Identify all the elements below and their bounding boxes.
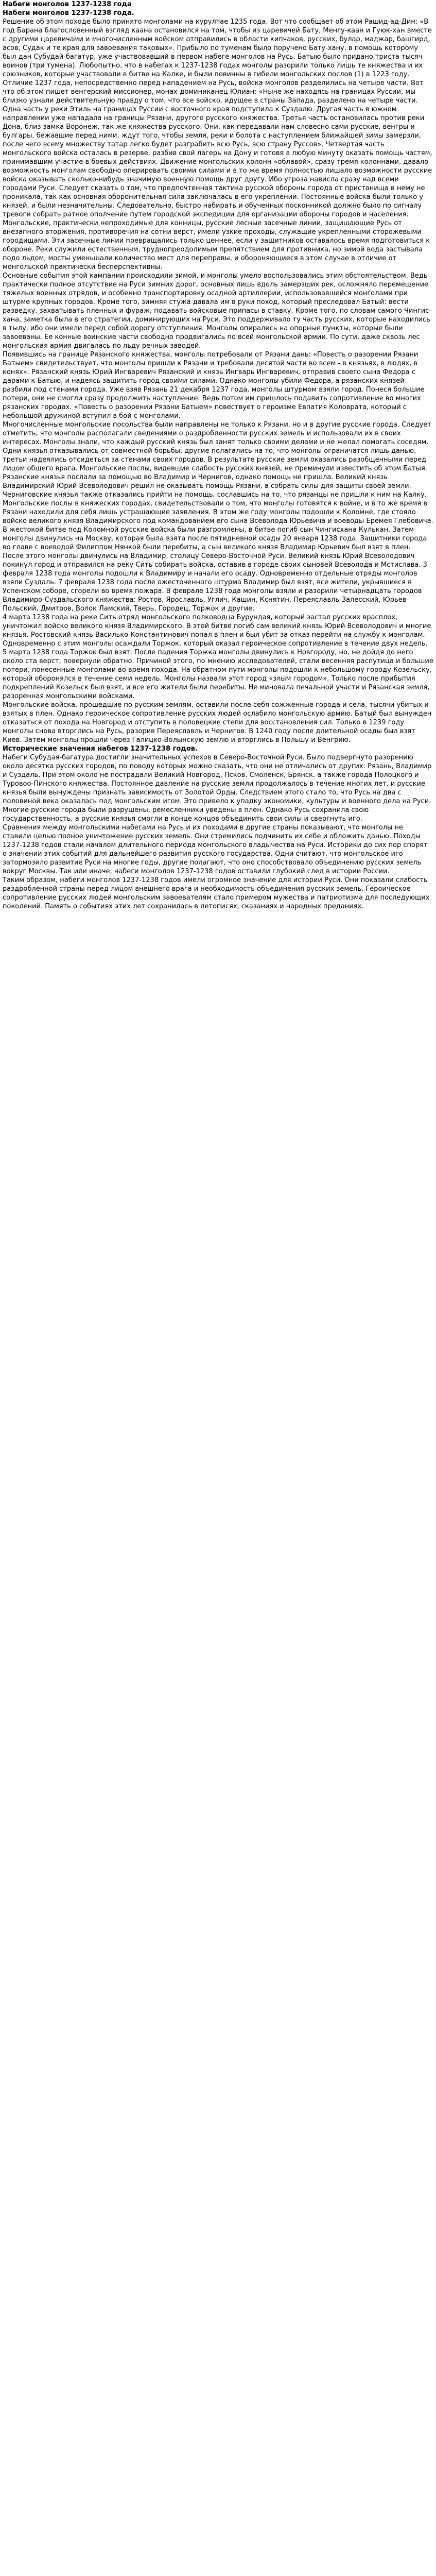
article — [0, 0, 436, 914]
paragraph: 4 марта 1238 года на реке Сить отряд монгольского полководца Бурундая, который застал русских врасплох, уничтожил войско великого князя Владимирского. В этой битве погиб сам великий князь Юрий Всеволодович и многие князья. Ростовский князь Василько Константинович попал в плен и был убит за отказ перейти на службу к монголам. Одновременно с этим монголы осаждали Торжок, который оказал героическое сопротивление в течение двух недель. 5 марта 1238 года Торжок был взят. После падения Торжка монголы двинулись к Новгороду, но, не дойдя до него около ста верст, повернули обратно. Причиной этого, по мнению исследователей, стали весенняя распутица и большие потери, понесенные монголами во время похода. На обратном пути монголы подошли к небольшому городу Козельску, который оборонялся в течение семи недель. Монголы назвали этот город «злым городом». Только после прибытия подкреплений Козельск был взят, и все его жители были перебиты. Не миновала печальной участи и Рязанская земля, разоренная монгольскими войсками. — [3, 614, 433, 700]
section-heading: Исторические значения набегов 1237-1238 годов. — [3, 745, 198, 753]
paragraph: Решение об этом походе было принято монголами на курултае 1235 года. Вот что сообщает об этом Рашид-ад-Дин: «В год Барана благословенный взгляд каана остановился на том, чтобы из царевичей Бату, Менгу-каан и Гуюк-хан вместе с другими царевичами и многочисленным войском отправились в области кипчаков, русских, булар, маджар, башгирд, асов, Судак и те края для завоевания таковых». Прибыло по туменам было поручено Бату-хану, в помощь которому был дан Субудай-багатур, уже участвовавший в первом набеге монголов на Русь. Батыю было придано триста тысяч воинов (три тумена). Любопытно, что в набегах к 1237-1238 годах монголы разорили только лишь те княжества и их союзников, которые участвовали в битве на Калке, и были повинны в гибели монгольских послов (1) в 1223 году. — [3, 18, 432, 78]
paragraph: Многочисленные монгольские посольства были направлены не только к Рязани, но и в другие русские города. Следует отметить, что монголы располагали сведениями о раздробленности русских земель и использовали их в своих интересах. Монголы знали, что каждый русский князь был занят только своими делами и не желал помогать соседям. Одни князья отказывались от совместной борьбы, другие полагались на то, что монголы ограничатся лишь данью, третьи надеялись отсидеться за стенами своих городов. В результате русские земли оказались разобщенными перед лицом общего врага. Монгольские послы, видевшие слабость русских князей, не преминули известить об этом Батыя. Рязанские князья послали за помощью во Владимир и Чернигов, однако помощь не пришла. Великий князь Владимирский Юрий Всеволодович решил не оказывать помощь Рязани, а собрать силы для защиты своей земли. Черниговские князья также отказались прийти на помощь, сославшись на то, что рязанцы не пришли к ним на Калку. — [3, 421, 431, 499]
article-subtitle: Набеги монголов 1237-1238 года. — [3, 9, 134, 17]
paragraph: Основные события этой кампании происходили зимой, и монголы умело воспользовались этим обстоятельством. Ведь практически полное отсутствие на Руси зимних дорог, основных лишь вдоль замерзших рек, осложняло перемещение тяжелых военных отрядов, и особенно транспортировку осадной артиллерии, использовавшейся монголами при штурме крупных городов. Кроме того, зимняя стужа давала им в руки поход, который преследовал Батый: вести разведку, захватывать пленных и фураж, подавать войсковые припасы в ставку. Кроме того, по словам самого Чингис-хана, заметка была в его стратегии, доминирующих на Руси. Это поддерживало ту часть русских, которые находились в тылу, ибо они имели перед собой дорогу отступления. Монголы опирались на опорные пункты, которые были завоеваны. Ее конные воинские части свободно продвигались по всей монгольской армии. По сути, даже сквозь лес монгольская армия двигалась по льду речных заводей. — [3, 272, 432, 350]
paragraph: Монгольские послы в княжеских городах, свидетельствовали о том, что монголы готовятся к войне, и в то же время в Рязани находили для себя лишь устрашающие заявления. В этом же году монголы подошли к Коломне, где стояло войско великого князя Владимирского под командованием его сына Всеволода Юрьевича и воеводы Еремея Глебовича. В жестокой битве под Коломной русские войска были разгромлены, в битве погиб сын Чингисхана Кулькан. Затем монголы двинулись на Москву, которая была взята после пятидневной осады 20 января 1238 года. Защитники города во главе с воеводой Филиппом Нянкой были перебиты, а сын великого князя Владимир Юрьевич был взят в плен. После этого монголы двинулись на Владимир, столицу Северо-Восточной Руси. Великий князь Юрий Всеволодович покинул город и отправился на реку Сить собирать войска, оставив в городе своих сыновей Всеволода и Мстислава. 3 февраля 1238 года монголы подошли к Владимиру и начали его осаду. Одновременно отдельные отряды монголов взяли Суздаль. 7 февраля 1238 года после ожесточенного штурма Владимир был взят, все жители, укрывшиеся в Успенском соборе, сгорели во время пожара. В феврале 1238 года монголы взяли и разорили четырнадцать городов Владимиро-Суздальского княжества: Ростов, Ярославль, Углич, Кашин, Кснятин, Переяславль-Залесский, Юрьев-Польский, Дмитров, Волок Ламский, Тверь, Городец, Торжок и другие. — [3, 500, 433, 613]
paragraph: Появившись на границе Рязанского княжества, монголы потребовали от Рязани дань: «Повесть о разорении Рязани Батыем» свидетельствует, что монголы пришли к Рязани и требовали десятой части во всем - в князьях, в людях, в конях». Рязанский князь Юрий Ингваревич Рязанский и князь Ингварь Ингваревич, отправив своего сына Федора с дарами к Батыю, и надеясь защитить город своими силами. Однако монголы убили Федора, а рязанских князей разбили под стенами города. Уже взяв Рязань 21 декабря 1237 года, монголы штурмом взяли город. Понеся большие потери, они не смогли сразу продолжить наступление. Ведь потом им пришлось подавить сопротивление во многих рязанских городах. «Повесть о разорении Рязани Батыем» повествует о героизме Евпатия Коловрата, который с небольшой дружиной вступил в бой с монголами. — [3, 351, 425, 420]
paragraph: Сравнения между монгольскими набегами на Русь и их походами в другие страны показывают, что монголы не ставили целью полное уничтожение русских земель. Они стремились подчинить их себе и обложить данью. Походы 1237-1238 годов стали началом длительного периода монгольского владычества на Руси. Историки до сих пор спорят о значении этих событий для дальнейшего развития русского государства. Одни считают, что монгольское иго затормозило развитие Руси на многие годы, другие полагают, что оно способствовало объединению русских земель вокруг Москвы. Так или иначе, набеги монголов 1237-1238 годов оставили глубокий след в истории России. — [3, 824, 428, 875]
paragraph: Отличие 1237 года, непосредственно перед нападением на Русь, войска монголов разделились на четыре части. Вот что об этом пишет венгерский миссионер, монах-доминиканец Юлиан: «Ныне же находясь на границах Руссии, мы близко узнали действительную правду о том, что все войско, идущее в страны Запада, разделено на четыре части. Одна часть у реки Этиль на границах Руссии с восточного края подступила к Суздалю. Другая часть в южном направлении уже нападала на границы Рязани, другого русского княжества. Третья часть остановилась против реки Дона, близ замка Воронеж, так же княжества русского. Они, как передавали нам словесно сами русские, венгры и булгары, бежавшие перед ними, ждут того, чтобы земля, реки и болота с наступлением ближайшей зимы замерзли, после чего всему множеству татар легко будет разграбить всю Русь, всю страну Руссов». Четвертая часть монгольского войска осталась в резерве, разбив свой лагерь на Дону и готовя в любую минуту оказать помощь частям, принимавшим участие в боевых действиях. Движение монгольских колонн «облавой», сразу тремя колоннами, давало возможность монголам свободно оперировать своими силами и в то же время полностью лишало возможности русские войска оказывать сколько-нибудь значимую военную помощь друг другу. Ибо угроза нависла сразу над всеми городами Руси. Следует сказать о том, что предпочтенная тактика русской обороны города от пристанища в нему не проникала, так как основная оборонительная сила заключалась в его укреплении. Постоянные войска были только у князей, и были незначительны. Следовательно, быстро набирать и обученных посконникой должно было по сигналу тревоги собрать ратное ополчение путем городской экспедиции для организации обороны городов и населения. Монгольские, практически непроходимые для конницы, русские лесные засечные линии, защищающие Русь от внезапного вторжения, противоречия на сотни верст, имели узкие проходы, служащие укрепленными сторожевыми городищами. Эти засечные линии превращались только ценнее, если у защитников оставалось время подготовиться к обороне. Реки служили естественным, труднопреодолимым препятствием для противника, но зимой вода застывала подо льдом, мосты уменьшали количество мест для переправы, и обороняющиеся в этом случае в отличие от монгольской практически бесперспективны. — [3, 79, 432, 271]
paragraph: Монгольские войска, прошедшие по русским землям, оставили после себя сожженные города и села, тысячи убитых и взятых в плен. Однако героическое сопротивление русских людей ослабило монгольскую армию. Батый был вынужден отказаться от похода на Новгород и отступить в половецкие степи для восстановления сил. Только в 1239 году монголы снова вторглись на Русь, разорив Переяславль и Чернигов. В 1240 году после длительной осады был взят Киев. Затем монголы прошли через Галицко-Волынскую землю и вторглись в Польшу и Венгрию. — [3, 701, 432, 744]
paragraph: Таким образом, набеги монголов 1237-1238 годов имели огромное значение для истории Руси. Они показали слабость раздробленной страны перед лицом внешнего врага и необходимость объединения русских земель. Героическое сопротивление русских людей монгольским завоевателям стало примером мужества и патриотизма для последующих поколений. Память о событиях этих лет сохранилась в летописях, сказаниях и народных преданиях. — [3, 876, 430, 910]
article-title: Набеги монголов 1237-1238 года — [3, 1, 132, 8]
paragraph: Набеги Субудая-багатура достигли значительных успехов в Северо-Восточной Руси. Было подвергнуто разорению около десятка русских городов, по поводу которых можно сказать, что они не отличались от других: Рязань, Владимир и Суздаль. При этом около не пострадали Великий Новгород, Псков, Смоленск, Брянск, а также города Полоцкого и Туровоо-Пинского княжества. Постоянное давление на русские земли продолжалось в течение многих лет, и русские князья были вынуждены признать зависимость от Золотой Орды. Следствием этого стало то, что Русь на два с половиной века оказалась под монгольским игом. Это привело к упадку экономики, культуры и военного дела на Руси. Многие русские города были разрушены, ремесленники уведены в плен. Однако Русь сохранила свою государственность, а русские князья смогли в конце концов объединить свои силы и свергнуть иго. — [3, 754, 432, 823]
